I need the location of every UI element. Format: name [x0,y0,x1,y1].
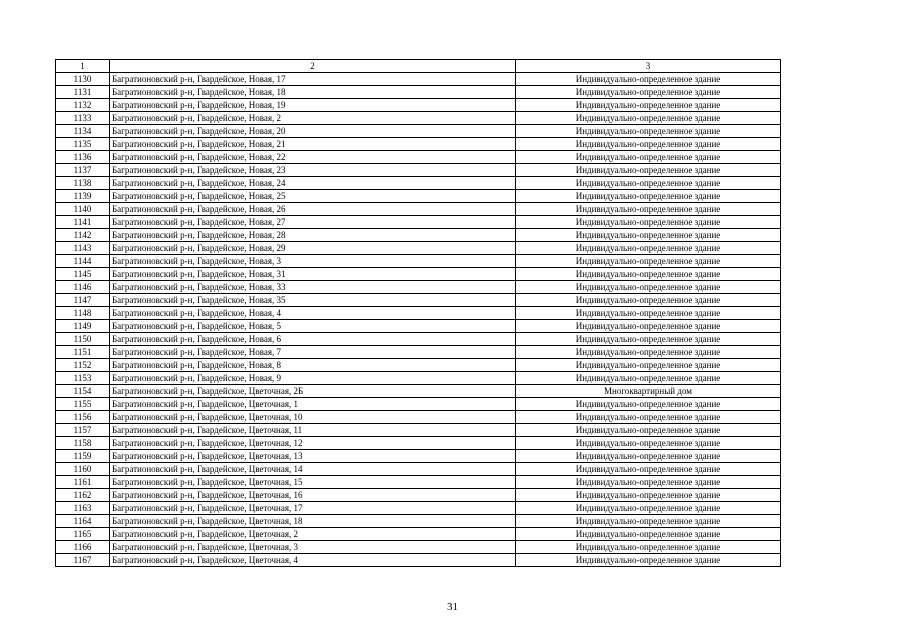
row-number: 1144 [56,255,110,268]
address-cell: Багратионовский р-н, Гвардейское, Новая, 23 [110,164,516,177]
object-type-cell: Индивидуально-определенное здание [516,294,781,307]
address-cell: Багратионовский р-н, Гвардейское, Цветочная, 18 [110,515,516,528]
address-cell: Багратионовский р-н, Гвардейское, Цветочная, 17 [110,502,516,515]
row-number: 1158 [56,437,110,450]
address-cell: Багратионовский р-н, Гвардейское, Новая, 7 [110,346,516,359]
object-type-cell: Индивидуально-определенное здание [516,476,781,489]
row-number: 1148 [56,307,110,320]
object-type-cell: Индивидуально-определенное здание [516,424,781,437]
table-row [56,359,781,372]
address-cell: Багратионовский р-н, Гвардейское, Новая, 29 [110,242,516,255]
row-number: 1157 [56,424,110,437]
object-type-cell: Индивидуально-определенное здание [516,255,781,268]
row-number: 1131 [56,86,110,99]
page-number: 31 [447,601,458,613]
object-type-cell: Индивидуально-определенное здание [516,229,781,242]
address-cell: Багратионовский р-н, Гвардейское, Новая, 3 [110,255,516,268]
row-number: 1134 [56,125,110,138]
table-row [56,281,781,294]
address-cell: Багратионовский р-н, Гвардейское, Новая, 35 [110,294,516,307]
row-number: 1153 [56,372,110,385]
table-row [56,372,781,385]
row-number: 1150 [56,333,110,346]
table-row [56,450,781,463]
address-cell: Багратионовский р-н, Гвардейское, Цветочная, 3 [110,541,516,554]
row-number: 1165 [56,528,110,541]
row-number: 1155 [56,398,110,411]
property-register-table [55,59,781,567]
address-cell: Багратионовский р-н, Гвардейское, Новая, 5 [110,320,516,333]
address-cell: Багратионовский р-н, Гвардейское, Новая, 31 [110,268,516,281]
table-row [56,489,781,502]
table-row [56,229,781,242]
address-cell: Багратионовский р-н, Гвардейское, Новая, 6 [110,333,516,346]
table-row [56,73,781,86]
row-number: 1159 [56,450,110,463]
object-type-cell: Индивидуально-определенное здание [516,268,781,281]
row-number: 1164 [56,515,110,528]
column-number-3: 3 [516,60,781,73]
object-type-cell: Многоквартирный дом [516,385,781,398]
row-number: 1138 [56,177,110,190]
row-number: 1140 [56,203,110,216]
row-number: 1133 [56,112,110,125]
row-number: 1132 [56,99,110,112]
column-number-row [56,60,781,73]
row-number: 1154 [56,385,110,398]
table-row [56,463,781,476]
object-type-cell: Индивидуально-определенное здание [516,190,781,203]
address-cell: Багратионовский р-н, Гвардейское, Цветочная, 1 [110,398,516,411]
address-cell: Багратионовский р-н, Гвардейское, Цветочная, 13 [110,450,516,463]
address-cell: Багратионовский р-н, Гвардейское, Новая, 28 [110,229,516,242]
table-row [56,554,781,567]
table-row [56,99,781,112]
address-cell: Багратионовский р-н, Гвардейское, Новая, 24 [110,177,516,190]
address-cell: Багратионовский р-н, Гвардейское, Новая, 26 [110,203,516,216]
row-number: 1145 [56,268,110,281]
table-row [56,268,781,281]
address-cell: Багратионовский р-н, Гвардейское, Цветочная, 14 [110,463,516,476]
table-row [56,242,781,255]
object-type-cell: Индивидуально-определенное здание [516,99,781,112]
table-row [56,437,781,450]
row-number: 1161 [56,476,110,489]
row-number: 1167 [56,554,110,567]
object-type-cell: Индивидуально-определенное здание [516,138,781,151]
address-cell: Багратионовский р-н, Гвардейское, Новая, 33 [110,281,516,294]
row-number: 1139 [56,190,110,203]
row-number: 1130 [56,73,110,86]
object-type-cell: Индивидуально-определенное здание [516,164,781,177]
table-row [56,307,781,320]
table-row [56,216,781,229]
object-type-cell: Индивидуально-определенное здание [516,450,781,463]
table-row [56,424,781,437]
table-row [56,177,781,190]
table-row [56,346,781,359]
row-number: 1149 [56,320,110,333]
address-cell: Багратионовский р-н, Гвардейское, Новая, 20 [110,125,516,138]
address-cell: Багратионовский р-н, Гвардейское, Новая, 17 [110,73,516,86]
table-row [56,333,781,346]
address-cell: Багратионовский р-н, Гвардейское, Цветочная, 4 [110,554,516,567]
address-cell: Багратионовский р-н, Гвардейское, Цветочная, 16 [110,489,516,502]
table-row [56,138,781,151]
object-type-cell: Индивидуально-определенное здание [516,437,781,450]
address-cell: Багратионовский р-н, Гвардейское, Новая, 25 [110,190,516,203]
table-row [56,125,781,138]
object-type-cell: Индивидуально-определенное здание [516,177,781,190]
object-type-cell: Индивидуально-определенное здание [516,73,781,86]
table-row [56,502,781,515]
row-number: 1162 [56,489,110,502]
object-type-cell: Индивидуально-определенное здание [516,346,781,359]
address-cell: Багратионовский р-н, Гвардейское, Новая, 27 [110,216,516,229]
table-row [56,164,781,177]
row-number: 1160 [56,463,110,476]
table-row [56,294,781,307]
table-row [56,528,781,541]
object-type-cell: Индивидуально-определенное здание [516,216,781,229]
object-type-cell: Индивидуально-определенное здание [516,112,781,125]
object-type-cell: Индивидуально-определенное здание [516,86,781,99]
row-number: 1143 [56,242,110,255]
row-number: 1137 [56,164,110,177]
row-number: 1141 [56,216,110,229]
row-number: 1156 [56,411,110,424]
row-number: 1166 [56,541,110,554]
address-cell: Багратионовский р-н, Гвардейское, Цветочная, 15 [110,476,516,489]
table-row [56,255,781,268]
row-number: 1146 [56,281,110,294]
object-type-cell: Индивидуально-определенное здание [516,515,781,528]
table-row [56,86,781,99]
object-type-cell: Индивидуально-определенное здание [516,125,781,138]
column-number-1: 1 [56,60,110,73]
object-type-cell: Индивидуально-определенное здание [516,359,781,372]
object-type-cell: Индивидуально-определенное здание [516,502,781,515]
table-row [56,398,781,411]
object-type-cell: Индивидуально-определенное здание [516,151,781,164]
row-number: 1163 [56,502,110,515]
row-number: 1147 [56,294,110,307]
address-cell: Багратионовский р-н, Гвардейское, Новая, 22 [110,151,516,164]
row-number: 1136 [56,151,110,164]
table-row [56,203,781,216]
table-row [56,515,781,528]
object-type-cell: Индивидуально-определенное здание [516,528,781,541]
object-type-cell: Индивидуально-определенное здание [516,333,781,346]
table-row [56,385,781,398]
row-number: 1142 [56,229,110,242]
address-cell: Багратионовский р-н, Гвардейское, Новая, 18 [110,86,516,99]
row-number: 1152 [56,359,110,372]
address-cell: Багратионовский р-н, Гвардейское, Цветочная, 2 [110,528,516,541]
address-cell: Багратионовский р-н, Гвардейское, Цветочная, 11 [110,424,516,437]
table-row [56,476,781,489]
table-row [56,411,781,424]
address-cell: Багратионовский р-н, Гвардейское, Цветочная, 12 [110,437,516,450]
object-type-cell: Индивидуально-определенное здание [516,398,781,411]
object-type-cell: Индивидуально-определенное здание [516,554,781,567]
object-type-cell: Индивидуально-определенное здание [516,281,781,294]
object-type-cell: Индивидуально-определенное здание [516,489,781,502]
table-row [56,190,781,203]
address-cell: Багратионовский р-н, Гвардейское, Новая, 19 [110,99,516,112]
object-type-cell: Индивидуально-определенное здание [516,242,781,255]
row-number: 1135 [56,138,110,151]
object-type-cell: Индивидуально-определенное здание [516,372,781,385]
row-number: 1151 [56,346,110,359]
address-cell: Багратионовский р-н, Гвардейское, Новая, 8 [110,359,516,372]
table-row [56,320,781,333]
table-row [56,541,781,554]
address-cell: Багратионовский р-н, Гвардейское, Цветочная, 2Б [110,385,516,398]
object-type-cell: Индивидуально-определенное здание [516,307,781,320]
object-type-cell: Индивидуально-определенное здание [516,411,781,424]
object-type-cell: Индивидуально-определенное здание [516,320,781,333]
address-cell: Багратионовский р-н, Гвардейское, Цветочная, 10 [110,411,516,424]
object-type-cell: Индивидуально-определенное здание [516,463,781,476]
table-body [56,73,781,567]
table-row [56,112,781,125]
address-cell: Багратионовский р-н, Гвардейское, Новая, 2 [110,112,516,125]
address-cell: Багратионовский р-н, Гвардейское, Новая, 4 [110,307,516,320]
object-type-cell: Индивидуально-определенное здание [516,203,781,216]
column-number-2: 2 [110,60,516,73]
address-cell: Багратионовский р-н, Гвардейское, Новая, 9 [110,372,516,385]
table-row [56,151,781,164]
object-type-cell: Индивидуально-определенное здание [516,541,781,554]
address-cell: Багратионовский р-н, Гвардейское, Новая, 21 [110,138,516,151]
